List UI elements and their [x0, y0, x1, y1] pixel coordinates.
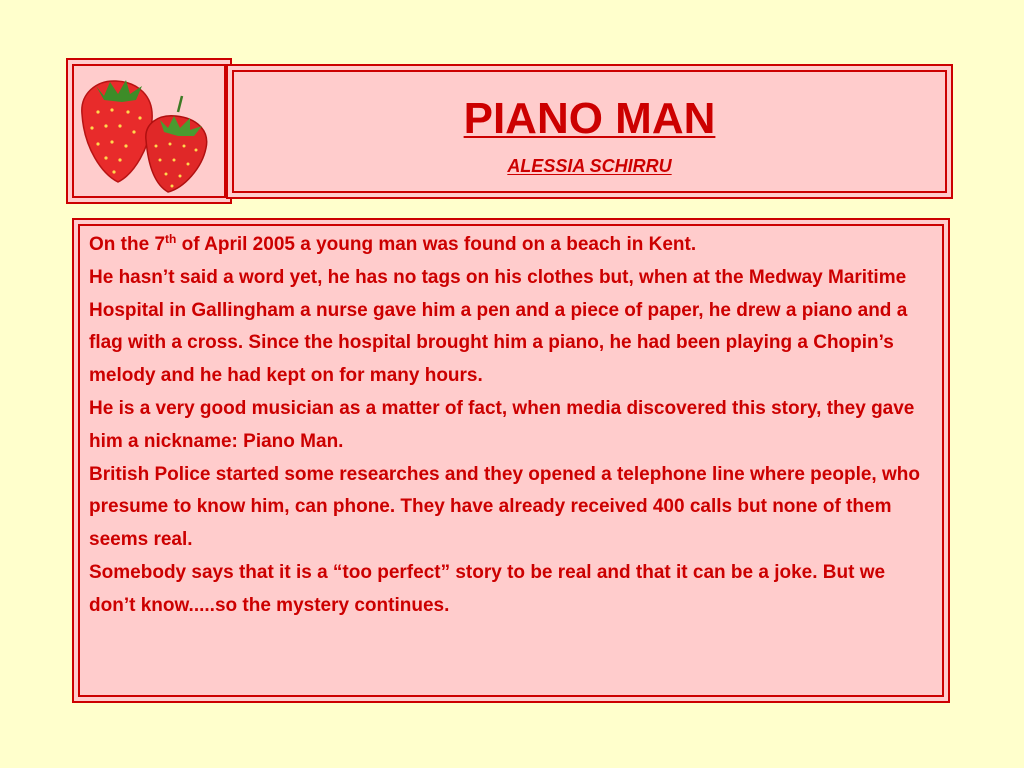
story-paragraph: Somebody says that it is a “too perfect” story to be real and that it can be a joke. But we don’t know.....so the mystery continues. — [89, 561, 886, 616]
story-p1-start: On the 7 — [89, 234, 166, 255]
author-name: ALESSIA SCHIRRU — [507, 156, 672, 176]
ordinal-suffix: th — [165, 232, 177, 246]
title-panel — [232, 70, 947, 193]
story-paragraph: He hasn’t said a word yet, he has no tags on his clothes but, when at the Medway Maritime Hospital in Gallingham a nurse gave him a pen and a piece of paper, he drew a piano and a flag with a cross. Since the hospital brought him a piano, he had been playing a Chopin’s melody and he had kept on for many hours. — [89, 266, 908, 387]
strawberries-icon — [74, 66, 224, 196]
logo-panel — [72, 64, 226, 198]
story-p1-end: of April 2005 a young man was found on a beach in Kent. — [176, 234, 697, 255]
story-paragraph: He is a very good musician as a matter of fact, when media discovered this story, they gave him a nickname: Piano Man. — [89, 397, 915, 452]
story-paragraph: British Police started some researches and they opened a telephone line where people, who presume to know him, can phone. They have already received 400 calls but none of them seems real. — [89, 463, 920, 551]
story-paragraph — [89, 229, 929, 262]
story-panel — [78, 224, 944, 697]
page-title: PIANO MAN — [463, 94, 716, 143]
story-text — [89, 229, 929, 623]
